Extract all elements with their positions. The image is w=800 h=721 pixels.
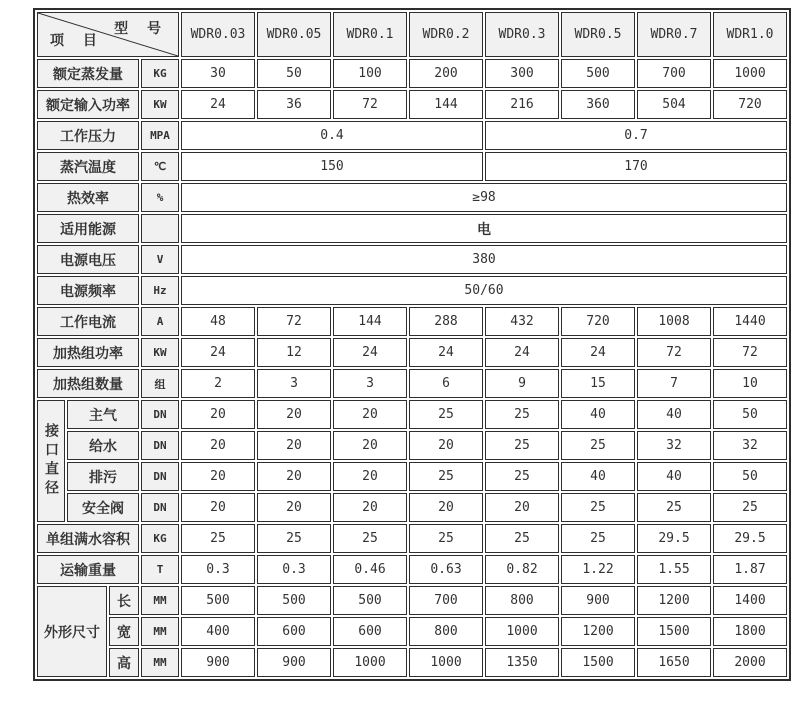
row-label: 单组满水容积 <box>37 524 139 553</box>
value-cell-span-left: 0.4 <box>181 121 483 150</box>
value-cell: 25 <box>181 524 255 553</box>
row-label: 适用能源 <box>37 214 139 243</box>
value-cell: 40 <box>561 462 635 491</box>
row-voltage <box>37 245 787 274</box>
value-cell: 32 <box>637 431 711 460</box>
row-thermal-efficiency <box>37 183 787 212</box>
value-cell: 1200 <box>561 617 635 646</box>
value-cell: 72 <box>713 338 787 367</box>
value-cell: 20 <box>181 431 255 460</box>
model-header: WDR1.0 <box>713 12 787 57</box>
unit-cell: DN <box>141 493 179 522</box>
row-label: 工作压力 <box>37 121 139 150</box>
value-cell: 25 <box>637 493 711 522</box>
value-cell: 25 <box>485 462 559 491</box>
value-cell: 32 <box>713 431 787 460</box>
value-cell: 15 <box>561 369 635 398</box>
value-cell-span-left: 150 <box>181 152 483 181</box>
dimensions-group-label: 外形尺寸 <box>37 586 107 677</box>
value-cell: 1000 <box>409 648 483 677</box>
value-cell: 40 <box>637 400 711 429</box>
value-cell: 432 <box>485 307 559 336</box>
row-heater-count <box>37 369 787 398</box>
unit-cell <box>141 214 179 243</box>
unit-cell: 组 <box>141 369 179 398</box>
row-interface-blowdown <box>37 462 787 491</box>
row-sublabel: 高 <box>109 648 139 677</box>
value-cell: 30 <box>181 59 255 88</box>
boiler-spec-table <box>33 8 791 681</box>
value-cell: 24 <box>181 90 255 119</box>
value-cell: 48 <box>181 307 255 336</box>
value-cell: 10 <box>713 369 787 398</box>
unit-cell: KW <box>141 90 179 119</box>
value-cell: 20 <box>181 462 255 491</box>
row-frequency <box>37 276 787 305</box>
value-cell: 20 <box>333 400 407 429</box>
value-cell: 1000 <box>333 648 407 677</box>
value-cell: 25 <box>257 524 331 553</box>
value-cell: 1008 <box>637 307 711 336</box>
value-cell: 0.3 <box>181 555 255 584</box>
row-label: 热效率 <box>37 183 139 212</box>
value-cell: 800 <box>409 617 483 646</box>
value-cell-span-right: 170 <box>485 152 787 181</box>
row-label: 电源频率 <box>37 276 139 305</box>
model-header: WDR0.3 <box>485 12 559 57</box>
value-cell: 24 <box>333 338 407 367</box>
value-cell: 360 <box>561 90 635 119</box>
header-row <box>37 12 787 57</box>
corner-header-cell <box>37 12 179 57</box>
value-cell: 1350 <box>485 648 559 677</box>
value-cell: 1400 <box>713 586 787 615</box>
value-cell: 0.3 <box>257 555 331 584</box>
row-label: 工作电流 <box>37 307 139 336</box>
value-cell: 25 <box>561 524 635 553</box>
row-sublabel: 安全阀 <box>67 493 139 522</box>
row-label: 运输重量 <box>37 555 139 584</box>
value-cell: 36 <box>257 90 331 119</box>
row-sublabel: 给水 <box>67 431 139 460</box>
value-cell: 144 <box>333 307 407 336</box>
value-cell: 3 <box>333 369 407 398</box>
value-cell: 20 <box>409 493 483 522</box>
value-cell: 2 <box>181 369 255 398</box>
value-cell: 144 <box>409 90 483 119</box>
value-cell: 700 <box>409 586 483 615</box>
value-cell: 72 <box>637 338 711 367</box>
value-cell: 0.63 <box>409 555 483 584</box>
value-cell: 40 <box>561 400 635 429</box>
value-cell: 20 <box>333 493 407 522</box>
value-cell: 216 <box>485 90 559 119</box>
value-cell: 1.55 <box>637 555 711 584</box>
value-cell: 500 <box>257 586 331 615</box>
value-cell: 1000 <box>713 59 787 88</box>
row-label: 电源电压 <box>37 245 139 274</box>
value-cell: 25 <box>409 462 483 491</box>
unit-cell: MM <box>141 586 179 615</box>
unit-cell: KG <box>141 59 179 88</box>
row-input-power <box>37 90 787 119</box>
value-cell: 29.5 <box>637 524 711 553</box>
row-label: 加热组功率 <box>37 338 139 367</box>
unit-cell: A <box>141 307 179 336</box>
row-label: 加热组数量 <box>37 369 139 398</box>
value-cell: 20 <box>257 493 331 522</box>
model-header: WDR0.03 <box>181 12 255 57</box>
row-dimension-length <box>37 586 787 615</box>
value-cell: 50 <box>713 400 787 429</box>
value-cell: 500 <box>181 586 255 615</box>
value-cell: 24 <box>485 338 559 367</box>
value-cell: 288 <box>409 307 483 336</box>
value-cell: 50 <box>257 59 331 88</box>
value-cell: 25 <box>485 400 559 429</box>
value-cell: 1800 <box>713 617 787 646</box>
value-cell: 50 <box>713 462 787 491</box>
value-cell: 25 <box>485 524 559 553</box>
unit-cell: MM <box>141 617 179 646</box>
unit-cell: DN <box>141 431 179 460</box>
value-cell: 6 <box>409 369 483 398</box>
value-cell: 2000 <box>713 648 787 677</box>
row-transport-weight <box>37 555 787 584</box>
value-cell: 600 <box>257 617 331 646</box>
value-cell: 500 <box>333 586 407 615</box>
model-axis-label: 型 号 <box>114 21 168 37</box>
value-cell: 29.5 <box>713 524 787 553</box>
value-cell: 900 <box>561 586 635 615</box>
value-cell-full: 50/60 <box>181 276 787 305</box>
interface-group-label: 接口直径 <box>37 400 65 522</box>
value-cell: 20 <box>333 462 407 491</box>
value-cell: 1500 <box>637 617 711 646</box>
value-cell-span-right: 0.7 <box>485 121 787 150</box>
value-cell: 1.22 <box>561 555 635 584</box>
value-cell: 900 <box>181 648 255 677</box>
model-header: WDR0.7 <box>637 12 711 57</box>
value-cell: 25 <box>561 431 635 460</box>
model-header: WDR0.2 <box>409 12 483 57</box>
value-cell: 20 <box>181 493 255 522</box>
row-heater-power <box>37 338 787 367</box>
value-cell: 25 <box>409 524 483 553</box>
value-cell: 72 <box>333 90 407 119</box>
unit-cell: V <box>141 245 179 274</box>
unit-cell: Hz <box>141 276 179 305</box>
value-cell: 720 <box>561 307 635 336</box>
unit-cell: ℃ <box>141 152 179 181</box>
model-header: WDR0.05 <box>257 12 331 57</box>
value-cell: 72 <box>257 307 331 336</box>
value-cell: 20 <box>181 400 255 429</box>
value-cell: 700 <box>637 59 711 88</box>
value-cell: 500 <box>561 59 635 88</box>
row-sublabel: 宽 <box>109 617 139 646</box>
row-energy-source <box>37 214 787 243</box>
row-interface-feed-water <box>37 431 787 460</box>
value-cell: 24 <box>409 338 483 367</box>
value-cell: 20 <box>257 462 331 491</box>
value-cell: 400 <box>181 617 255 646</box>
row-label: 额定蒸发量 <box>37 59 139 88</box>
unit-cell: MM <box>141 648 179 677</box>
row-pressure <box>37 121 787 150</box>
value-cell-full: ≥98 <box>181 183 787 212</box>
value-cell: 0.82 <box>485 555 559 584</box>
value-cell: 24 <box>561 338 635 367</box>
row-interface-main-steam <box>37 400 787 429</box>
row-dimension-height <box>37 648 787 677</box>
row-evaporation <box>37 59 787 88</box>
unit-cell: MPA <box>141 121 179 150</box>
value-cell-full: 380 <box>181 245 787 274</box>
value-cell: 20 <box>257 431 331 460</box>
value-cell: 504 <box>637 90 711 119</box>
value-cell: 25 <box>485 431 559 460</box>
value-cell: 1500 <box>561 648 635 677</box>
value-cell: 600 <box>333 617 407 646</box>
unit-cell: KW <box>141 338 179 367</box>
model-header: WDR0.1 <box>333 12 407 57</box>
value-cell: 25 <box>713 493 787 522</box>
value-cell: 25 <box>333 524 407 553</box>
value-cell: 20 <box>485 493 559 522</box>
value-cell: 9 <box>485 369 559 398</box>
row-steam-temp <box>37 152 787 181</box>
value-cell: 1.87 <box>713 555 787 584</box>
unit-cell: DN <box>141 400 179 429</box>
row-sublabel: 排污 <box>67 462 139 491</box>
item-axis-label: 项 目 <box>50 33 104 49</box>
unit-cell: DN <box>141 462 179 491</box>
value-cell: 0.46 <box>333 555 407 584</box>
value-cell: 12 <box>257 338 331 367</box>
value-cell: 1650 <box>637 648 711 677</box>
value-cell-full: 电 <box>181 214 787 243</box>
value-cell: 20 <box>257 400 331 429</box>
value-cell: 40 <box>637 462 711 491</box>
model-header: WDR0.5 <box>561 12 635 57</box>
value-cell: 20 <box>333 431 407 460</box>
value-cell: 200 <box>409 59 483 88</box>
row-current <box>37 307 787 336</box>
unit-cell: KG <box>141 524 179 553</box>
value-cell: 24 <box>181 338 255 367</box>
value-cell: 1200 <box>637 586 711 615</box>
value-cell: 300 <box>485 59 559 88</box>
value-cell: 900 <box>257 648 331 677</box>
row-label: 蒸汽温度 <box>37 152 139 181</box>
row-dimension-width <box>37 617 787 646</box>
unit-cell: T <box>141 555 179 584</box>
value-cell: 20 <box>409 431 483 460</box>
row-label: 额定输入功率 <box>37 90 139 119</box>
row-sublabel: 长 <box>109 586 139 615</box>
value-cell: 100 <box>333 59 407 88</box>
row-sublabel: 主气 <box>67 400 139 429</box>
unit-cell: % <box>141 183 179 212</box>
row-water-volume <box>37 524 787 553</box>
value-cell: 25 <box>409 400 483 429</box>
value-cell: 25 <box>561 493 635 522</box>
row-interface-safety-valve <box>37 493 787 522</box>
value-cell: 3 <box>257 369 331 398</box>
value-cell: 720 <box>713 90 787 119</box>
value-cell: 7 <box>637 369 711 398</box>
value-cell: 800 <box>485 586 559 615</box>
value-cell: 1000 <box>485 617 559 646</box>
value-cell: 1440 <box>713 307 787 336</box>
